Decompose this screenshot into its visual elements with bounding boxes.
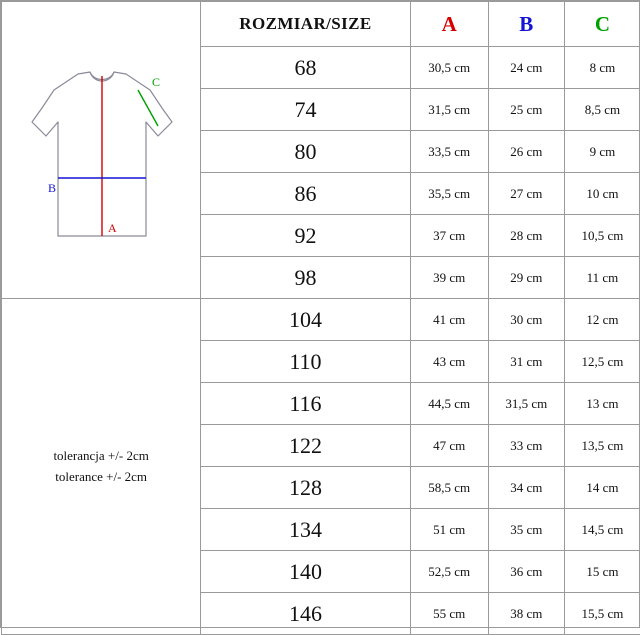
table-header-row [2, 2, 640, 47]
measure-c: 10 cm [564, 173, 640, 215]
size-value: 122 [201, 425, 410, 467]
tolerance-line-en: tolerance +/- 2cm [2, 467, 200, 487]
measure-c: 13,5 cm [564, 425, 640, 467]
measure-a: 55 cm [410, 593, 488, 635]
measure-b: 31 cm [488, 341, 564, 383]
size-value: 74 [201, 89, 410, 131]
measure-a: 58,5 cm [410, 467, 488, 509]
measure-c: 15,5 cm [564, 593, 640, 635]
measure-c: 8,5 cm [564, 89, 640, 131]
measure-c: 9 cm [564, 131, 640, 173]
measure-c: 12,5 cm [564, 341, 640, 383]
measure-a: 33,5 cm [410, 131, 488, 173]
measure-c: 15 cm [564, 551, 640, 593]
measure-a: 43 cm [410, 341, 488, 383]
size-value: 128 [201, 467, 410, 509]
header-c: C [564, 2, 640, 47]
size-value: 134 [201, 509, 410, 551]
measure-a: 35,5 cm [410, 173, 488, 215]
size-value: 116 [201, 383, 410, 425]
measure-c: 13 cm [564, 383, 640, 425]
size-value: 140 [201, 551, 410, 593]
measure-a: 47 cm [410, 425, 488, 467]
measure-a: 37 cm [410, 215, 488, 257]
tolerance-line-pl: tolerancja +/- 2cm [2, 446, 200, 466]
measure-c: 10,5 cm [564, 215, 640, 257]
size-value: 146 [201, 593, 410, 635]
header-b: B [488, 2, 564, 47]
size-value: 92 [201, 215, 410, 257]
measure-c: 8 cm [564, 47, 640, 89]
diagram-label-b: B [48, 181, 56, 195]
size-value: 80 [201, 131, 410, 173]
size-value: 98 [201, 257, 410, 299]
size-value: 104 [201, 299, 410, 341]
size-table [1, 1, 640, 635]
size-value: 68 [201, 47, 410, 89]
measure-b: 36 cm [488, 551, 564, 593]
garment-diagram-cell [2, 2, 201, 299]
tolerance-note [2, 299, 201, 635]
size-value: 110 [201, 341, 410, 383]
measure-c: 14 cm [564, 467, 640, 509]
garment-diagram [2, 50, 201, 250]
measure-b: 25 cm [488, 89, 564, 131]
diagram-label-a: A [108, 221, 117, 235]
measure-b: 38 cm [488, 593, 564, 635]
measure-b: 35 cm [488, 509, 564, 551]
measure-c: 11 cm [564, 257, 640, 299]
measure-a: 44,5 cm [410, 383, 488, 425]
measure-b: 30 cm [488, 299, 564, 341]
measure-a: 52,5 cm [410, 551, 488, 593]
measure-c: 12 cm [564, 299, 640, 341]
measure-b: 29 cm [488, 257, 564, 299]
measure-b: 26 cm [488, 131, 564, 173]
measure-c: 14,5 cm [564, 509, 640, 551]
header-size: ROZMIAR/SIZE [201, 2, 410, 47]
measure-a: 51 cm [410, 509, 488, 551]
table-row [2, 299, 640, 341]
tshirt-icon [12, 60, 192, 250]
measure-b: 31,5 cm [488, 383, 564, 425]
measure-a: 39 cm [410, 257, 488, 299]
measure-a: 31,5 cm [410, 89, 488, 131]
measure-b: 27 cm [488, 173, 564, 215]
header-a: A [410, 2, 488, 47]
measure-b: 28 cm [488, 215, 564, 257]
measure-a: 41 cm [410, 299, 488, 341]
measure-b: 33 cm [488, 425, 564, 467]
measure-a: 30,5 cm [410, 47, 488, 89]
size-value: 86 [201, 173, 410, 215]
diagram-label-c: C [152, 75, 160, 89]
measure-b: 34 cm [488, 467, 564, 509]
measure-b: 24 cm [488, 47, 564, 89]
